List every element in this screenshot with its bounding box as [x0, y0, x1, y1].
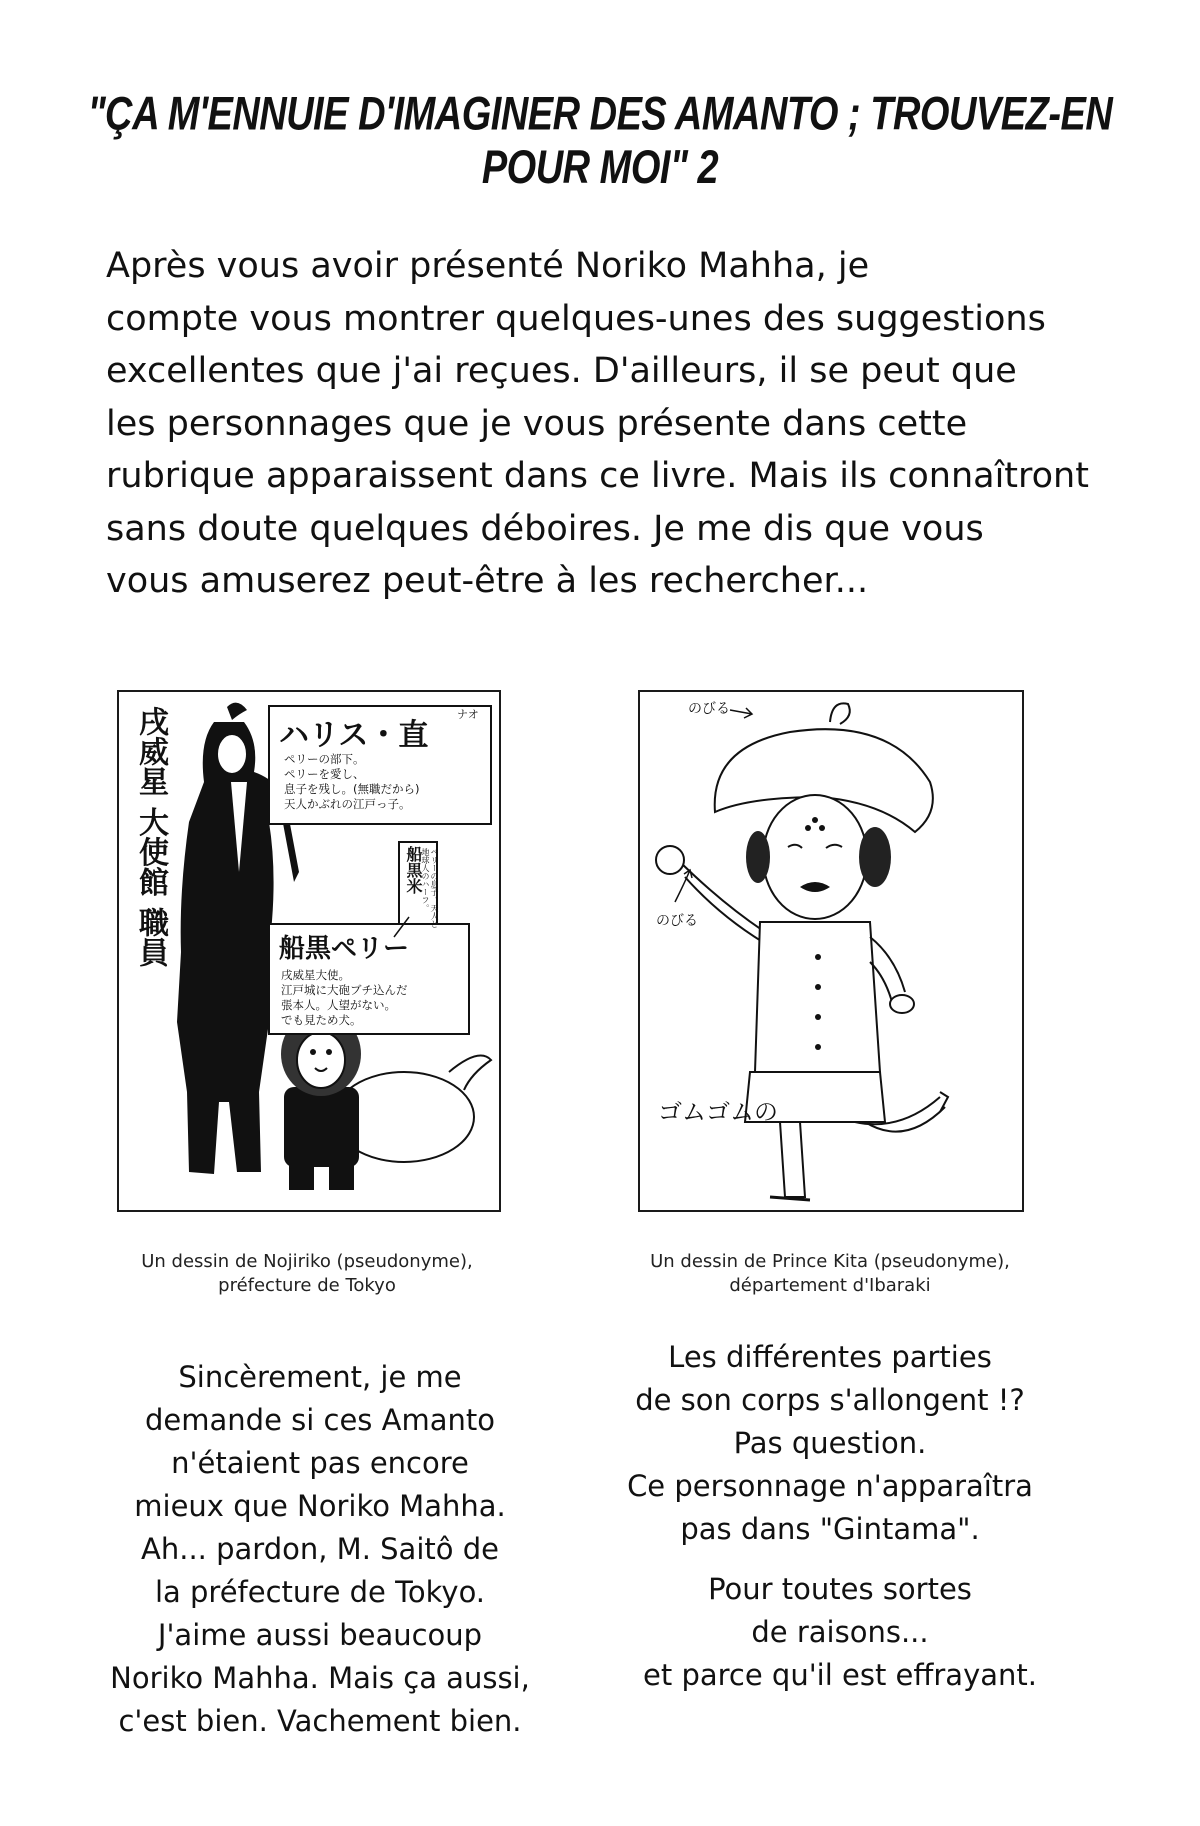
right-drawing-frame — [638, 690, 1024, 1212]
right-caption: Un dessin de Prince Kita (pseudonyme), département d'Ibaraki — [650, 1251, 1010, 1296]
intro-line: compte vous montrer quelques-unes des suggestions — [106, 298, 1046, 339]
right-comment: Les différentes parties de son corps s'allongent !? Pas question. Ce personnage n'apparaîtra pas dans "Gintama". — [627, 1340, 1033, 1546]
box1-text: ペリーの部下。 ペリーを愛し、 息子を残し。(無職だから) 天人かぶれの江戸っ子。 — [284, 752, 420, 811]
intro-line: excellentes que j'ai reçues. D'ailleurs, il se peut que — [106, 351, 1017, 391]
left-drawing-frame — [117, 690, 501, 1212]
intro-line: Après vous avoir présenté Noriko Mahha, je — [106, 246, 870, 286]
box2-text: ペリーの息子。天人と地球人のハーフ。 — [421, 848, 439, 928]
intro-line: rubrique apparaissent dans ce livre. Mais ils connaîtront — [106, 456, 1089, 496]
intro-line: les personnages que je vous présente dans cette — [106, 403, 968, 444]
right-comment-2: Pour toutes sortes de raisons... et parce qu'il est effrayant. — [643, 1572, 1037, 1692]
vertical-label: 戌威星 大使館 職員 — [133, 706, 168, 967]
intro-paragraph — [106, 240, 1146, 608]
box3-title: 船黒ペリー — [279, 934, 410, 964]
intro-line: sans doute quelques déboires. Je me dis que vous — [106, 508, 984, 549]
box3-text: 戌威星大使。 江戸城に大砲ブチ込んだ 張本人。人望がない。 でも見ため犬。 — [281, 968, 408, 1027]
box1-ruby: ナオ — [457, 708, 479, 721]
page-title: "ÇA M'ENNUIE D'IMAGINER DES AMANTO ; TROUVEZ-EN POUR MOI" 2 — [87, 88, 1113, 195]
label-body: ゴムゴムの — [658, 1098, 778, 1126]
box2-title: 船黒米 — [404, 846, 423, 894]
intro-line: vous amuserez peut-être à les rechercher... — [106, 561, 869, 601]
label-top: のびる — [688, 701, 730, 717]
right-drawing-illustration — [640, 692, 1022, 1210]
label-arm: のびる — [656, 913, 698, 929]
left-comment: Sincèrement, je me demande si ces Amanto n'étaient pas encore mieux que Noriko Mahha. Ah... pardon, M. Saitô de la préfecture de Tokyo. J'aime aussi beaucoup Noriko Mahha. Mais ça aussi, c'est bien. Vachement bien. — [110, 1360, 530, 1738]
left-caption: Un dessin de Nojiriko (pseudonyme), préfecture de Tokyo — [141, 1251, 473, 1296]
box1-title: ハリス・直 — [279, 718, 429, 753]
